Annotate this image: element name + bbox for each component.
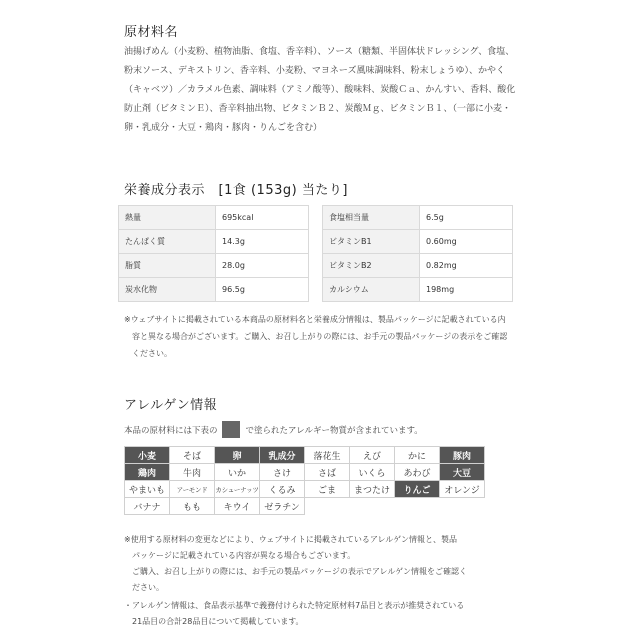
nutrition-row	[119, 206, 309, 230]
allergen-heading: アレルゲン情報	[124, 398, 218, 413]
allergen-row	[125, 464, 485, 481]
allergen-cell: カシューナッツ	[215, 481, 260, 498]
nutrition-label: たんぱく質	[119, 230, 216, 254]
allergen-note-line: 21品目の合計28品目について掲載しています。	[132, 617, 304, 626]
nutrition-row	[119, 230, 309, 254]
allergen-legend	[124, 421, 423, 438]
nutrition-value: 695kcal	[216, 206, 309, 230]
allergen-cell: オレンジ	[440, 481, 485, 498]
nutrition-value: 14.3g	[216, 230, 309, 254]
allergen-note-line: ださい。	[132, 583, 164, 592]
ingredients-text: 油揚げめん（小麦粉、植物油脂、食塩、香辛料）、ソース（糖類、半固体状ドレッシング、食塩、粉末ソース、デキストリン、香辛料、小麦粉、マヨネーズ風味調味料、粉末しょうゆ）、かやく（キャベツ）／カラメル色素、調味料（アミノ酸等）、酸味料、炭酸Ｃａ、かんすい、香料、酸化防止剤（ビタミンＥ）、香辛料抽出物、ビタミンＢ２、炭酸Ｍｇ、ビタミンＢ１、（一部に小麦・卵・乳成分・大豆・鶏肉・豚肉・りんごを含む）	[124, 47, 516, 133]
nutrition-value: 28.0g	[216, 254, 309, 278]
allergen-cell: りんご	[395, 481, 440, 498]
allergen-cell: かに	[395, 447, 440, 464]
allergen-note-line: ※使用する原材料の変更などにより、ウェブサイトに掲載されているアレルゲン情報と、製品	[124, 535, 457, 544]
allergen-cell: くるみ	[260, 481, 305, 498]
allergen-empty-cell	[305, 498, 350, 515]
allergen-cell: あわび	[395, 464, 440, 481]
allergen-cell: いくら	[350, 464, 395, 481]
nutrition-label: カルシウム	[323, 278, 420, 302]
allergen-cell: 牛肉	[170, 464, 215, 481]
nutrition-row	[323, 230, 513, 254]
nutrition-value: 0.60mg	[420, 230, 513, 254]
allergen-cell: まつたけ	[350, 481, 395, 498]
allergen-empty-cell	[350, 498, 395, 515]
nutrition-row	[323, 254, 513, 278]
nutrition-row	[119, 278, 309, 302]
allergen-cell: 大豆	[440, 464, 485, 481]
nutrition-heading: 栄養成分表示 [1食 (153g) 当たり]	[124, 183, 348, 198]
allergen-cell: ゼラチン	[260, 498, 305, 515]
nutrition-value: 6.5g	[420, 206, 513, 230]
allergen-note-1	[124, 532, 524, 596]
nutrition-note	[124, 311, 516, 362]
allergen-cell: やまいも	[125, 481, 170, 498]
allergen-cell: ごま	[305, 481, 350, 498]
legend-swatch	[222, 421, 240, 438]
nutrition-value: 198mg	[420, 278, 513, 302]
allergen-note-line: ご購入、お召し上がりの際には、お手元の製品パッケージの表示でアレルゲン情報をご確認く	[132, 567, 467, 576]
allergen-cell: そば	[170, 447, 215, 464]
nutrition-label: ビタミンB1	[323, 230, 420, 254]
allergen-table	[124, 446, 485, 515]
nutrition-label: 脂質	[119, 254, 216, 278]
allergen-note-line: ・アレルゲン情報は、食品表示基準で義務付けられた特定原材料7品目と表示が推奨されている	[124, 601, 465, 610]
allergen-cell: 小麦	[125, 447, 170, 464]
nutrition-label: 食塩相当量	[323, 206, 420, 230]
allergen-cell: もも	[170, 498, 215, 515]
nutrition-note-line: ※ウェブサイトに掲載されている本商品の原材料名と栄養成分情報は、製品パッケージに記載されている内	[124, 315, 506, 324]
allergen-cell: さけ	[260, 464, 305, 481]
nutrition-note-line: 容と異なる場合がございます。ご購入、お召し上がりの際には、お手元の製品パッケージの表示をご確認	[132, 332, 508, 341]
allergen-cell: いか	[215, 464, 260, 481]
allergen-cell: えび	[350, 447, 395, 464]
allergen-note-line: パッケージに記載されている内容が異なる場合もございます。	[132, 551, 356, 560]
allergen-cell: キウイ	[215, 498, 260, 515]
allergen-cell: 乳成分	[260, 447, 305, 464]
allergen-cell: バナナ	[125, 498, 170, 515]
allergen-empty-cell	[395, 498, 440, 515]
allergen-row	[125, 498, 485, 515]
allergen-row	[125, 447, 485, 464]
allergen-cell: アーモンド	[170, 481, 215, 498]
allergen-cell: さば	[305, 464, 350, 481]
nutrition-note-line: ください。	[132, 349, 172, 358]
nutrition-value: 0.82mg	[420, 254, 513, 278]
allergen-cell: 落花生	[305, 447, 350, 464]
allergen-row	[125, 481, 485, 498]
nutrition-row	[119, 254, 309, 278]
nutrition-label: 炭水化物	[119, 278, 216, 302]
ingredients-heading: 原材料名	[124, 25, 179, 40]
allergen-cell: 卵	[215, 447, 260, 464]
nutrition-value: 96.5g	[216, 278, 309, 302]
allergen-cell: 豚肉	[440, 447, 485, 464]
legend-text-before: 本品の原材料には下表の	[124, 425, 218, 436]
nutrition-label: ビタミンB2	[323, 254, 420, 278]
nutrition-row	[323, 206, 513, 230]
legend-text-after: で塗られたアレルギー物質が含まれています。	[245, 425, 423, 436]
allergen-empty-cell	[440, 498, 485, 515]
allergen-note-2	[124, 598, 524, 630]
nutrition-table-left	[118, 205, 309, 302]
nutrition-label: 熱量	[119, 206, 216, 230]
allergen-cell: 鶏肉	[125, 464, 170, 481]
nutrition-table-right	[322, 205, 513, 302]
nutrition-row	[323, 278, 513, 302]
